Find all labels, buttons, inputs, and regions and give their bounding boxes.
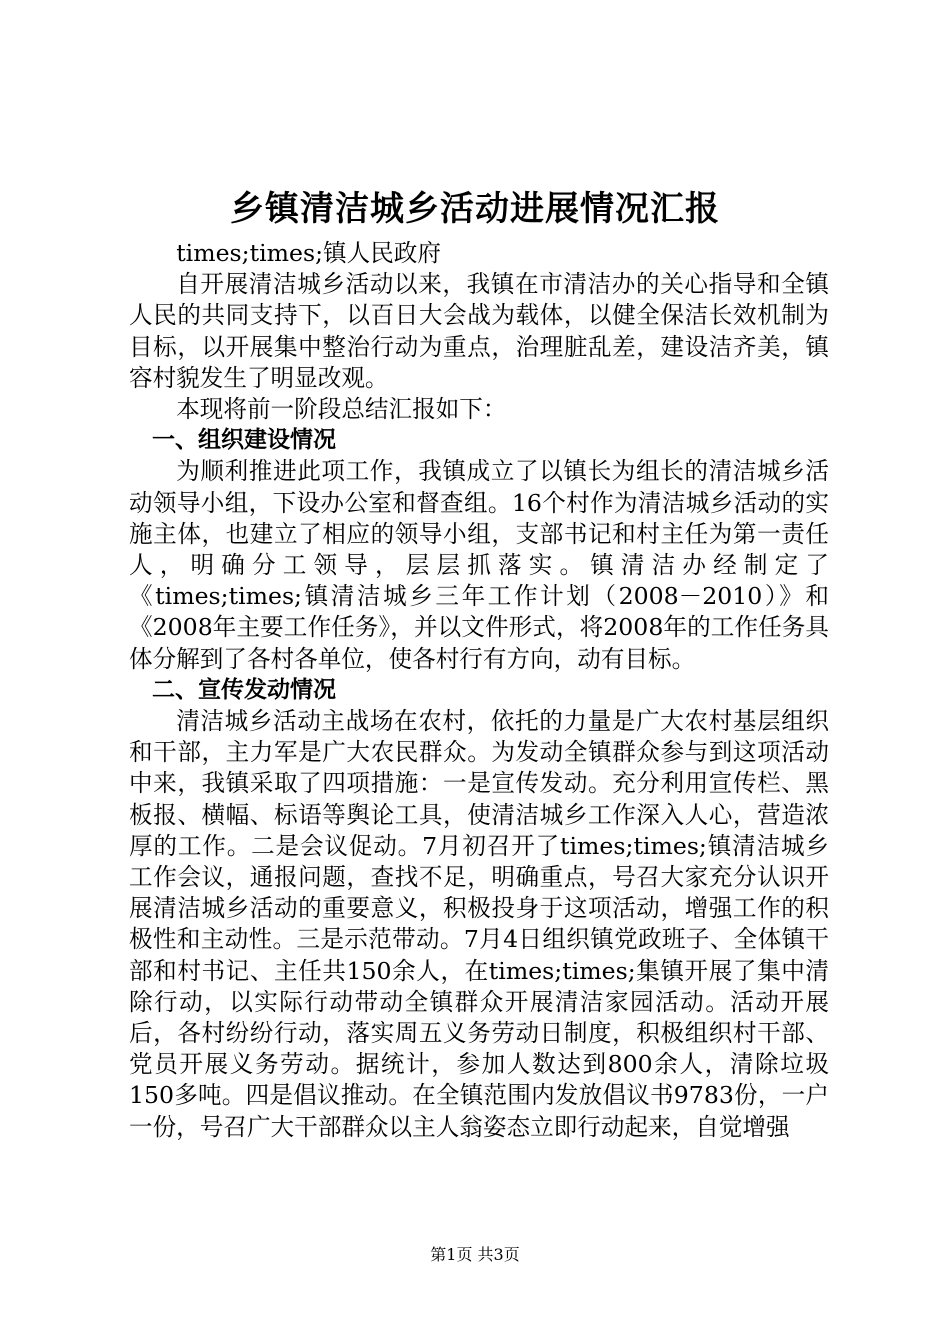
document-title: 乡镇清洁城乡活动进展情况汇报	[230, 189, 720, 229]
paragraph-issuer: times;times;镇人民政府	[176, 239, 441, 267]
section-heading-organization: 一、组织建设情况	[152, 427, 336, 454]
page-footer: 第1页 共3页	[430, 1245, 520, 1264]
paragraph-intro: 自开展清洁城乡活动以来，我镇在市清洁办的关心指导和全镇人民的共同支持下，以百日大会战为载体，以健全保洁长效机制为目标，以开展集中整治行动为重点，治理脏乱差，建设洁齐美，镇容村貌发生了明显改观。	[129, 270, 829, 392]
document-body	[129, 238, 829, 1143]
section-heading-publicity: 二、宣传发动情况	[152, 676, 336, 703]
paragraph-summary-lead: 本现将前一阶段总结汇报如下：	[176, 395, 507, 424]
paragraph-publicity: 清洁城乡活动主战场在农村，依托的力量是广大农村基层组织和干部，主力军是广大农民群众。为发动全镇群众参与到这项活动中来，我镇采取了四项措施：一是宣传发动。充分利用宣传栏、黑板报、横幅、标语等舆论工具，使清洁城乡工作深入人心，营造浓厚的工作。二是会议促动。7月初召开了times;times;镇清洁城乡工作会议，通报问题，查找不足，明确重点，号召大家充分认识开展清洁城乡活动的重要意义，积极投身于这项活动，增强工作的积极性和主动性。三是示范带动。7月4日组织镇党政班子、全体镇干部和村书记、主任共150余人，在times;times;集镇开展了集中清除行动，以实际行动带动全镇群众开展清洁家园活动。活动开展后，各村纷纷行动，落实周五义务劳动日制度，积极组织村干部、党员开展义务劳动。据统计，参加人数达到800余人，清除垃圾150多吨。四是倡议推动。在全镇范围内发放倡议书9783份，一户一份，号召广大干部群众以主人翁姿态立即行动起来，自觉增强	[129, 707, 829, 1141]
paragraph-organization: 为顺利推进此项工作，我镇成立了以镇长为组长的清洁城乡活动领导小组，下设办公室和督查组。16个村作为清洁城乡活动的实施主体，也建立了相应的领导小组，支部书记和村主任为第一责任人，明确分工领导，层层抓落实。镇清洁办经制定了《times;times;镇清洁城乡三年工作计划（2008－2010）》和《2008年主要工作任务》，并以文件形式，将2008年的工作任务具体分解到了各村各单位，使各村行有方向，动有目标。	[129, 457, 829, 673]
